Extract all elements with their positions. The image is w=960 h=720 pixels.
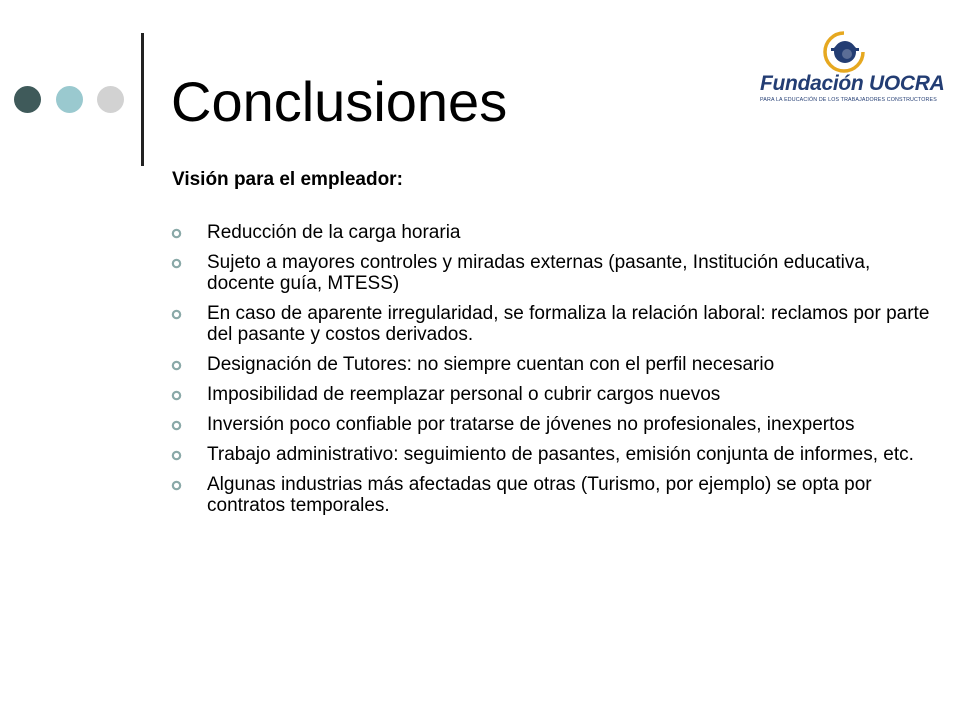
list-item [171,474,931,516]
bullet-text: Algunas industrias más afectadas que otras (Turismo, por ejemplo) se opta por contratos temporales. [207,474,872,516]
ring-bullet-icon [171,258,182,269]
decor-dot-teal [56,86,83,113]
bullet-text: Trabajo administrativo: seguimiento de pasantes, emisión conjunta de informes, etc. [207,444,914,465]
ring-bullet-icon [171,480,182,491]
bullet-text: Inversión poco confiable por tratarse de jóvenes no profesionales, inexpertos [207,414,855,435]
ring-bullet-icon [171,420,182,431]
list-item [171,354,931,375]
bullet-text: Sujeto a mayores controles y miradas externas (pasante, Institución educativa, docente guía, MTESS) [207,252,871,294]
worker-helmet-icon [822,30,866,74]
bullet-text: Designación de Tutores: no siempre cuentan con el perfil necesario [207,354,775,375]
slide-title: Conclusiones [171,70,508,133]
ring-bullet-icon [171,228,182,239]
ring-bullet-icon [171,390,182,401]
title-divider [141,33,144,166]
list-item [171,222,931,243]
list-item [171,444,931,465]
decor-dot-dark [14,86,41,113]
bullet-text: Imposibilidad de reemplazar personal o cubrir cargos nuevos [207,384,721,405]
ring-bullet-icon [171,450,182,461]
bullet-list [171,222,931,525]
list-item [171,303,931,345]
bullet-text: Reducción de la carga horaria [207,222,461,243]
section-subtitle: Visión para el empleador: [172,169,403,190]
ring-bullet-icon [171,360,182,371]
list-item [171,384,931,405]
bullet-text: En caso de aparente irregularidad, se formaliza la relación laboral: reclamos por parte del pasante y costos derivados. [207,303,930,345]
ring-bullet-icon [171,309,182,320]
logo-name: Fundación UOCRA [760,72,945,95]
fundacion-uocra-logo [758,28,945,108]
list-item [171,414,931,435]
list-item [171,252,931,294]
logo-tagline: PARA LA EDUCACIÓN DE LOS TRABAJADORES CONSTRUCTORES [760,97,937,103]
decor-dot-gray [97,86,124,113]
